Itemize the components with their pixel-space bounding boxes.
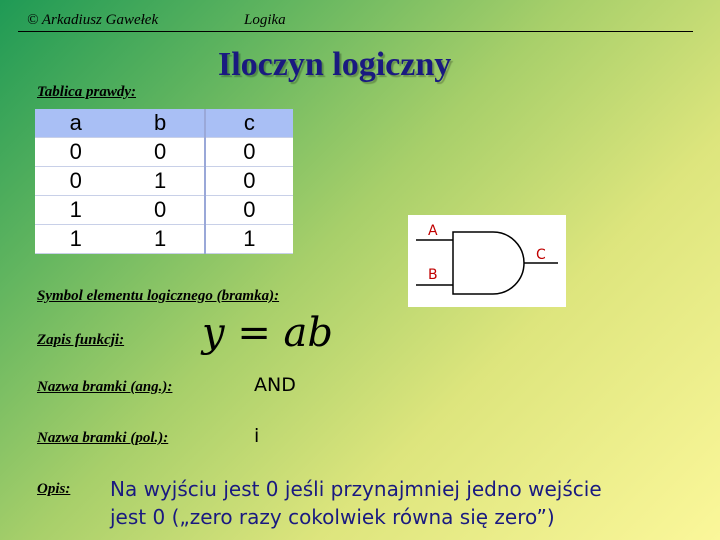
truth-table	[35, 109, 293, 254]
cell-a: 1	[35, 196, 117, 225]
truth-table-label: Tablica prawdy:	[37, 84, 137, 100]
cell-b: 0	[117, 196, 205, 225]
function-label: Zapis funkcji:	[37, 332, 125, 348]
gate-name-en-label: Nazwa bramki (ang.):	[37, 379, 173, 395]
column-header-a: a	[35, 109, 117, 138]
truth-table-header-row	[35, 109, 293, 138]
gate-body	[453, 232, 524, 294]
cell-b: 0	[117, 138, 205, 167]
slide-title: Iloczyn logiczny	[218, 46, 452, 83]
table-row	[35, 225, 293, 254]
cell-a: 1	[35, 225, 117, 254]
table-row	[35, 138, 293, 167]
gate-name-pl-value: i	[254, 425, 260, 447]
gate-name-en-value: AND	[254, 374, 296, 396]
gate-output-label: C	[536, 247, 546, 263]
cell-a: 0	[35, 167, 117, 196]
gate-symbol-label: Symbol elementu logicznego (bramka):	[37, 288, 280, 304]
and-gate-symbol	[408, 215, 566, 307]
description-line-2: jest 0 („zero razy cokolwiek równa się zero”)	[110, 505, 555, 529]
column-header-c: c	[205, 109, 293, 138]
gate-input-b-label: B	[428, 267, 438, 283]
header-author: © Arkadiusz Gawełek	[27, 12, 159, 28]
and-gate-icon	[408, 215, 566, 307]
cell-a: 0	[35, 138, 117, 167]
cell-b: 1	[117, 225, 205, 254]
gate-input-a-label: A	[428, 223, 438, 239]
header-divider	[18, 31, 693, 32]
function-formula: y = ab	[202, 310, 333, 356]
cell-c: 0	[205, 196, 293, 225]
header-topic: Logika	[244, 12, 286, 28]
description-line-1: Na wyjściu jest 0 jeśli przynajmniej jedno wejście	[110, 477, 602, 501]
cell-b: 1	[117, 167, 205, 196]
table-row	[35, 167, 293, 196]
gate-name-pl-label: Nazwa bramki (pol.):	[37, 430, 169, 446]
description-text	[110, 475, 602, 531]
column-header-b: b	[117, 109, 205, 138]
cell-c: 0	[205, 138, 293, 167]
table-row	[35, 196, 293, 225]
cell-c: 1	[205, 225, 293, 254]
description-label: Opis:	[37, 481, 71, 497]
cell-c: 0	[205, 167, 293, 196]
